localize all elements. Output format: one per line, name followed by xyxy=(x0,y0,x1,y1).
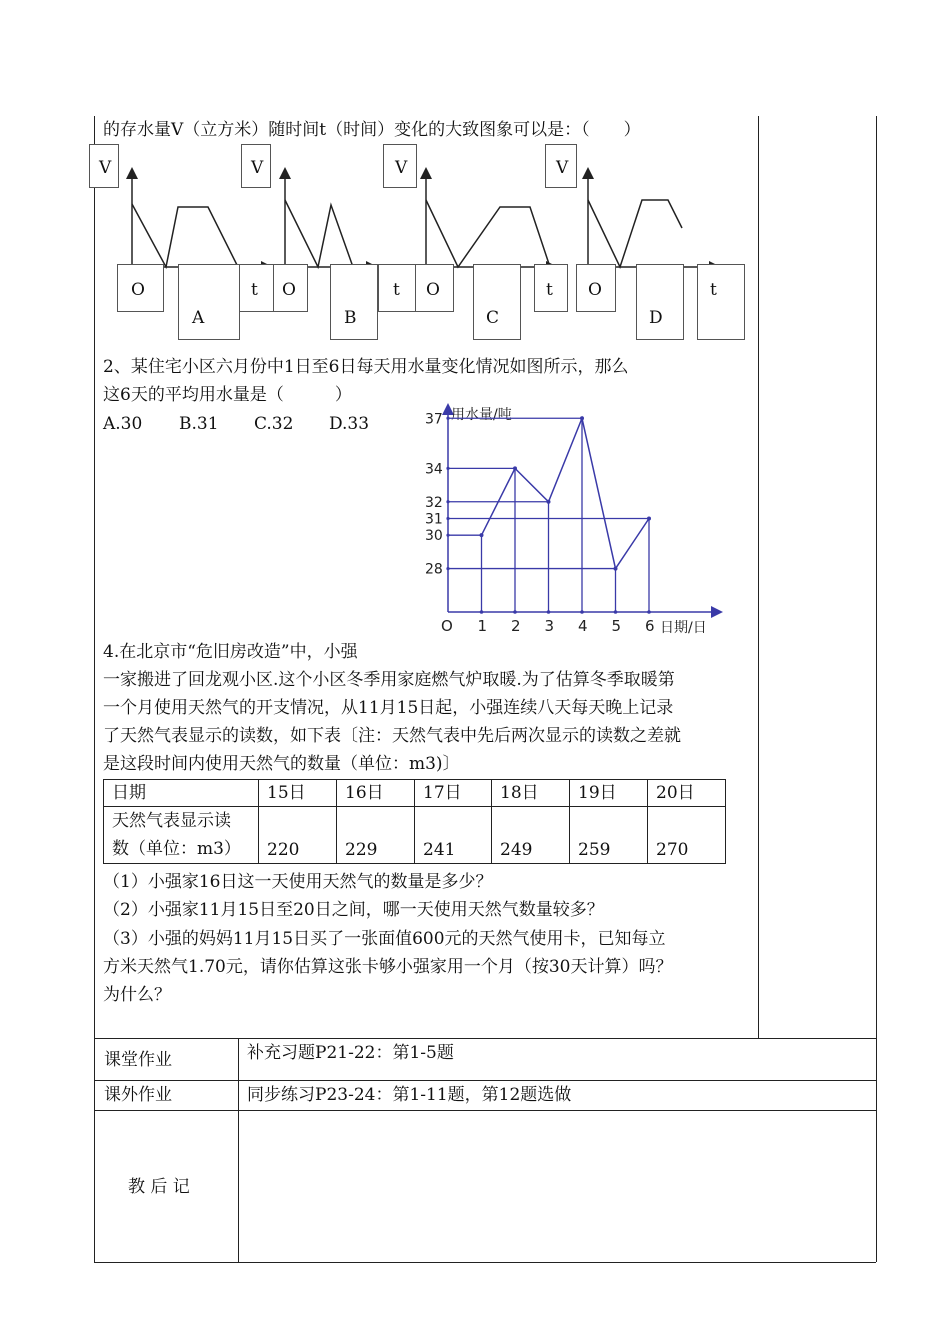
q4-sub3-line1: （3）小强的妈妈11月15日买了一张面值600元的天然气使用卡，已知每立 xyxy=(103,929,666,949)
q2-choice-c: C.32 xyxy=(254,414,294,434)
origin-label-box: O xyxy=(117,264,164,312)
data-point xyxy=(513,466,517,470)
label-column-divider xyxy=(238,1038,239,1262)
q4-sub3-line2: 方米天然气1.70元，请你估算这张卡够小强家用一个月（按30天计算）吗？ xyxy=(103,957,673,977)
q4-line3: 一个月使用天然气的开支情况，从11月15日起，小强连续八天每天晚上记录 xyxy=(103,698,674,718)
data-point xyxy=(614,567,618,571)
q4-sub3-line3: 为什么？ xyxy=(103,985,171,1005)
table-reading: 249 xyxy=(492,807,570,864)
origin-label-box: O xyxy=(414,264,454,312)
water-usage-chart xyxy=(420,400,750,640)
table-date: 19日 xyxy=(570,780,648,807)
q4-line1: 4.在北京市“危旧房改造”中，小强 xyxy=(103,642,358,662)
option-a-box: A xyxy=(178,264,240,340)
q2-line2: 这6天的平均用水量是（ ） xyxy=(103,385,352,405)
x-tick-label: 5 xyxy=(611,617,622,635)
table-date: 17日 xyxy=(415,780,492,807)
v-label-box: V xyxy=(545,144,577,188)
x-tick-label: 6 xyxy=(645,617,655,635)
graph-b xyxy=(285,170,375,267)
table-reading: 259 xyxy=(570,807,648,864)
y-tick-label: 28 xyxy=(425,561,443,578)
q2-choice-a: A.30 xyxy=(103,414,143,434)
table-header-label: 日期 xyxy=(104,780,259,807)
question-intro: 的存水量V（立方米）随时间t（时间）变化的大致图象可以是：（ ） xyxy=(103,120,641,140)
table-reading: 270 xyxy=(648,807,726,864)
table-row xyxy=(104,807,726,864)
table-date: 18日 xyxy=(492,780,570,807)
y-tick-label: 32 xyxy=(425,494,443,511)
y-tick-dot xyxy=(446,534,449,537)
q2-line1: 2、某住宅小区六月份中1日至6日每天用水量变化情况如图所示，那么 xyxy=(103,357,629,377)
q4-sub1: （1）小强家16日这一天使用天然气的数量是多少？ xyxy=(103,872,493,892)
graph-c xyxy=(426,170,555,267)
table-row-label: 天然气表显示读 数（单位：m3） xyxy=(104,807,259,864)
classwork-value: 补充习题P21-22：第1-5题 xyxy=(247,1043,454,1063)
option-d-box: D xyxy=(636,264,684,340)
table-date: 20日 xyxy=(648,780,726,807)
x-tick-dot xyxy=(580,610,584,614)
table-date: 16日 xyxy=(337,780,415,807)
v-label-box: V xyxy=(383,144,417,188)
x-tick-dot xyxy=(547,610,551,614)
table-date: 15日 xyxy=(259,780,337,807)
option-b-box: B xyxy=(330,264,378,340)
x-tick-label: 4 xyxy=(578,617,588,635)
table-reading: 241 xyxy=(415,807,492,864)
homework-label: 课外作业 xyxy=(104,1085,172,1105)
x-tick-label: 1 xyxy=(477,617,488,635)
y-tick-dot xyxy=(446,467,449,470)
t-label-box: t xyxy=(534,264,568,312)
option-c-box: C xyxy=(473,264,521,340)
v-label-box: V xyxy=(241,144,271,188)
table-reading: 229 xyxy=(337,807,415,864)
frame-right xyxy=(876,116,877,1262)
origin-label: O xyxy=(441,617,453,635)
graph-d xyxy=(588,170,718,267)
q2-choice-d: D.33 xyxy=(329,414,370,434)
t-label-box: t xyxy=(238,264,274,312)
data-point xyxy=(547,500,551,504)
t-label-box: t xyxy=(378,264,416,312)
frame-line xyxy=(94,1080,876,1081)
y-tick-dot xyxy=(446,517,449,520)
data-point xyxy=(480,533,484,537)
x-tick-dot xyxy=(614,610,618,614)
x-axis-label: 日期/日 xyxy=(660,620,707,636)
q4-line2: 一家搬进了回龙观小区.这个小区冬季用家庭燃气炉取暖.为了估算冬季取暖第 xyxy=(103,670,675,690)
y-tick-label: 30 xyxy=(425,528,443,545)
x-tick-label: 2 xyxy=(511,617,521,635)
data-point xyxy=(580,416,584,420)
y-tick-label: 37 xyxy=(425,411,443,428)
y-tick-label: 34 xyxy=(425,461,443,478)
q2-choice-b: B.31 xyxy=(179,414,219,434)
homework-value: 同步练习P23-24：第1-11题，第12题选做 xyxy=(247,1085,572,1105)
y-tick-dot xyxy=(446,567,449,570)
y-tick-label: 31 xyxy=(425,511,443,528)
data-point xyxy=(647,516,651,520)
table-reading: 220 xyxy=(259,807,337,864)
q4-sub2: （2）小强家11月15日至20日之间，哪一天使用天然气数量较多？ xyxy=(103,900,604,920)
origin-label-box: O xyxy=(271,264,308,312)
gas-reading-table xyxy=(103,779,726,864)
table-row xyxy=(104,780,726,807)
y-tick-dot xyxy=(446,500,449,503)
frame-bottom xyxy=(94,1262,876,1263)
y-tick-dot xyxy=(446,417,449,420)
reflection-label: 教 后 记 xyxy=(128,1177,190,1197)
frame-line xyxy=(94,1038,876,1039)
x-tick-dot xyxy=(513,610,517,614)
v-label-box: V xyxy=(89,144,119,188)
classwork-label: 课堂作业 xyxy=(104,1050,172,1070)
water-usage-line xyxy=(482,418,650,568)
x-tick-dot xyxy=(647,610,651,614)
origin-label-box: O xyxy=(576,264,616,312)
x-tick-dot xyxy=(480,610,484,614)
q4-line4: 了天然气表显示的读数，如下表〔注：天然气表中先后两次显示的读数之差就 xyxy=(103,726,681,746)
x-tick-label: 3 xyxy=(544,617,555,635)
t-label-box: t xyxy=(697,264,745,340)
y-axis-label: 用水量/吨 xyxy=(451,407,512,423)
frame-line xyxy=(94,1110,876,1111)
q4-line5: 是这段时间内使用天然气的数量（单位：m3)〕 xyxy=(103,754,460,774)
